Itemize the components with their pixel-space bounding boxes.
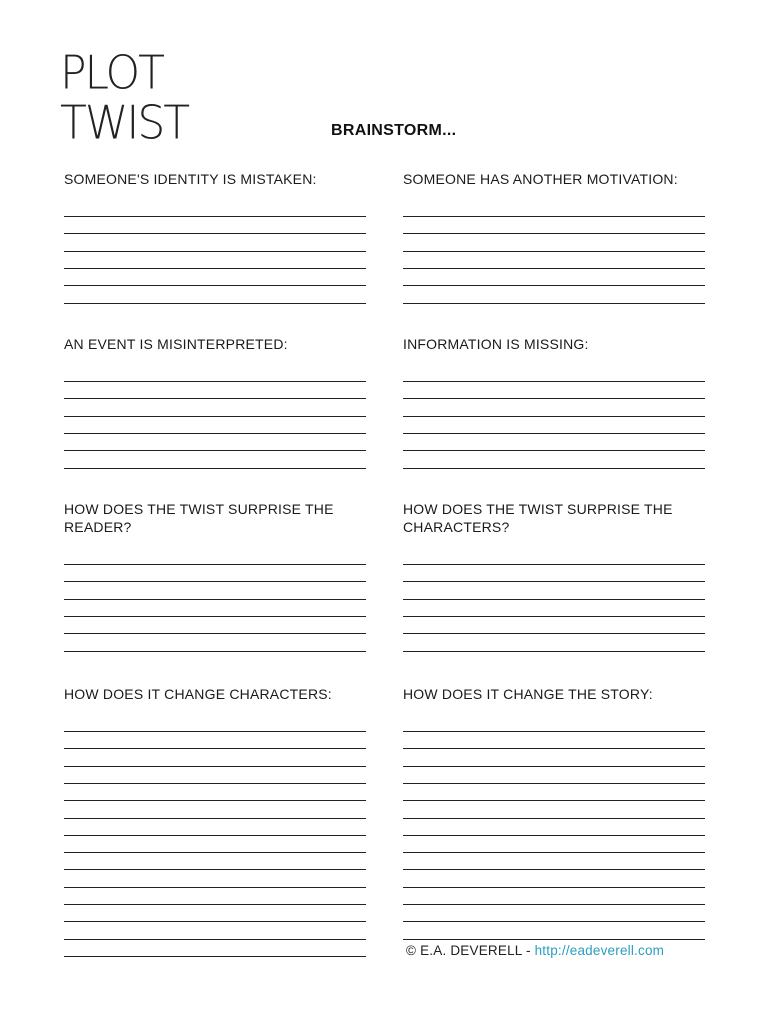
writing-lines[interactable] (64, 381, 366, 485)
writing-line[interactable] (64, 468, 366, 469)
writing-line[interactable] (64, 921, 366, 922)
writing-line[interactable] (64, 216, 366, 217)
website-link[interactable]: http://eadeverell.com (534, 943, 665, 958)
writing-line[interactable] (64, 450, 366, 451)
section-identity-mistaken (64, 170, 368, 188)
writing-line[interactable] (403, 766, 705, 767)
writing-line[interactable] (64, 800, 366, 801)
writing-line[interactable] (64, 835, 366, 836)
writing-line[interactable] (403, 599, 705, 600)
writing-line[interactable] (64, 303, 366, 304)
writing-lines[interactable] (64, 731, 366, 973)
writing-line[interactable] (403, 783, 705, 784)
section-heading: HOW DOES IT CHANGE CHARACTERS: (64, 686, 332, 702)
section-change-story (403, 685, 707, 703)
writing-line[interactable] (403, 616, 705, 617)
writing-line[interactable] (403, 887, 705, 888)
writing-line[interactable] (64, 766, 366, 767)
writing-lines[interactable] (403, 564, 705, 668)
section-heading: SOMEONE'S IDENTITY IS MISTAKEN: (64, 171, 317, 187)
writing-line[interactable] (64, 564, 366, 565)
writing-line[interactable] (403, 251, 705, 252)
writing-line[interactable] (64, 233, 366, 234)
footer-credit (406, 943, 664, 958)
writing-lines[interactable] (64, 216, 366, 320)
section-heading: HOW DOES THE TWIST SURPRISE THE CHARACTERS? (403, 501, 673, 535)
writing-line[interactable] (64, 285, 366, 286)
writing-line[interactable] (403, 268, 705, 269)
writing-line[interactable] (64, 956, 366, 957)
writing-line[interactable] (403, 904, 705, 905)
writing-line[interactable] (403, 748, 705, 749)
section-surprise-reader (64, 500, 364, 536)
writing-line[interactable] (403, 285, 705, 286)
writing-line[interactable] (403, 381, 705, 382)
writing-line[interactable] (403, 564, 705, 565)
writing-line[interactable] (403, 633, 705, 634)
writing-lines[interactable] (403, 731, 705, 956)
writing-line[interactable] (403, 835, 705, 836)
title-line-2: TWIST (60, 96, 189, 151)
writing-line[interactable] (403, 921, 705, 922)
section-another-motivation (403, 170, 707, 188)
writing-line[interactable] (403, 818, 705, 819)
writing-lines[interactable] (403, 216, 705, 320)
writing-line[interactable] (64, 398, 366, 399)
section-heading: HOW DOES THE TWIST SURPRISE THE READER? (64, 501, 334, 535)
section-surprise-characters (403, 500, 703, 536)
section-event-misinterpreted (64, 335, 368, 353)
writing-line[interactable] (64, 381, 366, 382)
writing-line[interactable] (403, 468, 705, 469)
section-information-missing (403, 335, 707, 353)
section-change-characters (64, 685, 368, 703)
writing-line[interactable] (64, 852, 366, 853)
copyright-text: © E.A. DEVERELL - (406, 943, 535, 958)
writing-line[interactable] (403, 450, 705, 451)
writing-line[interactable] (64, 869, 366, 870)
writing-line[interactable] (64, 731, 366, 732)
page-subtitle: BRAINSTORM... (331, 122, 457, 139)
writing-line[interactable] (64, 904, 366, 905)
writing-line[interactable] (64, 633, 366, 634)
writing-line[interactable] (64, 433, 366, 434)
writing-line[interactable] (64, 651, 366, 652)
writing-line[interactable] (64, 783, 366, 784)
writing-line[interactable] (64, 581, 366, 582)
section-heading: SOMEONE HAS ANOTHER MOTIVATION: (403, 171, 678, 187)
section-heading: INFORMATION IS MISSING: (403, 336, 589, 352)
writing-line[interactable] (403, 216, 705, 217)
writing-line[interactable] (64, 251, 366, 252)
writing-line[interactable] (64, 616, 366, 617)
writing-line[interactable] (64, 887, 366, 888)
section-heading: AN EVENT IS MISINTERPRETED: (64, 336, 288, 352)
writing-lines[interactable] (403, 381, 705, 485)
writing-line[interactable] (403, 433, 705, 434)
writing-line[interactable] (403, 651, 705, 652)
writing-line[interactable] (64, 748, 366, 749)
writing-line[interactable] (403, 303, 705, 304)
writing-lines[interactable] (64, 564, 366, 668)
writing-line[interactable] (403, 800, 705, 801)
title-line-1: PLOT (60, 46, 163, 101)
writing-line[interactable] (403, 731, 705, 732)
writing-line[interactable] (403, 581, 705, 582)
writing-line[interactable] (403, 398, 705, 399)
writing-line[interactable] (64, 416, 366, 417)
section-heading: HOW DOES IT CHANGE THE STORY: (403, 686, 653, 702)
writing-line[interactable] (403, 852, 705, 853)
writing-line[interactable] (403, 416, 705, 417)
writing-line[interactable] (403, 233, 705, 234)
writing-line[interactable] (64, 268, 366, 269)
writing-line[interactable] (64, 599, 366, 600)
writing-line[interactable] (403, 939, 705, 940)
writing-line[interactable] (64, 939, 366, 940)
writing-line[interactable] (403, 869, 705, 870)
writing-line[interactable] (64, 818, 366, 819)
